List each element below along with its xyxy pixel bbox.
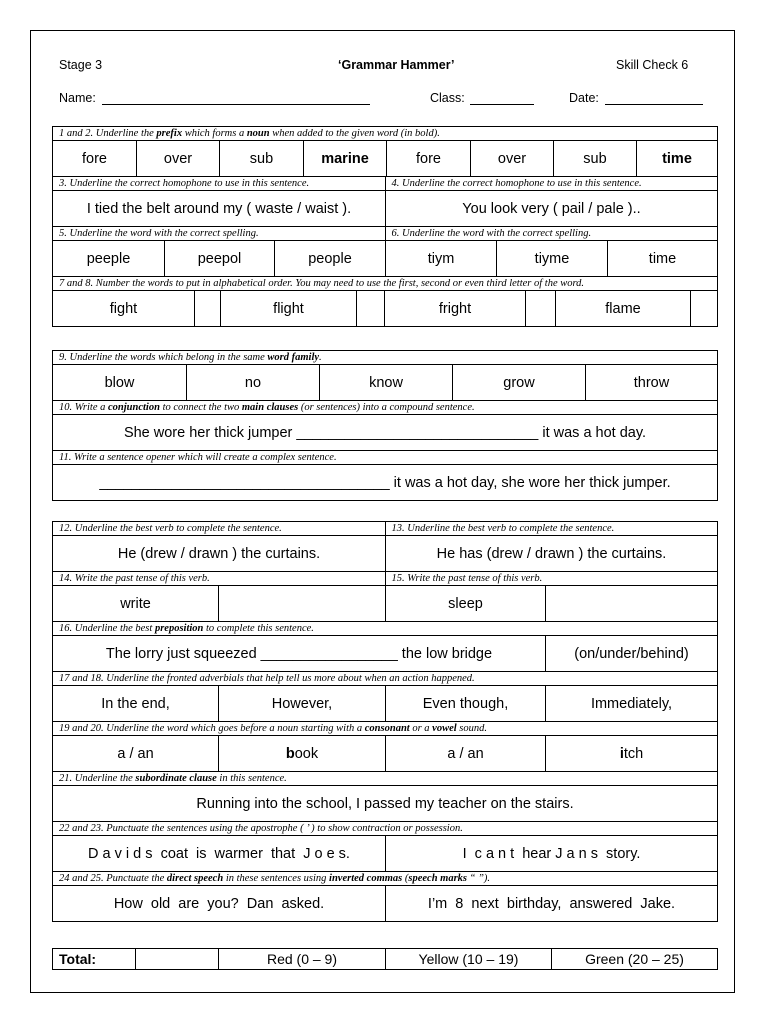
instruction-row	[53, 622, 717, 636]
q11-answer-row	[53, 465, 717, 500]
adverbial-cell[interactable]: Immediately,	[545, 686, 717, 721]
section-3	[52, 521, 718, 922]
q17-answer-row	[53, 686, 717, 722]
q15-instruction: 15. Write the past tense of this verb.	[385, 572, 718, 585]
q1-instruction: 1 and 2. Underline the prefix which forms a noun when added to the given word (in bold).	[59, 128, 440, 139]
instruction-row	[53, 872, 717, 886]
name-field[interactable]	[59, 91, 370, 105]
article-choice[interactable]: a / an	[385, 736, 545, 771]
q12-q13-answer-row	[53, 536, 717, 572]
word-cell[interactable]: no	[186, 365, 319, 400]
word-cell[interactable]: people	[274, 241, 385, 276]
word-cell[interactable]: tiyme	[496, 241, 607, 276]
q24-instruction: 24 and 25. Punctuate the direct speech in these sentences using inverted commas (speech marks “ ”).	[59, 873, 491, 884]
instruction-row	[53, 277, 717, 291]
noun-cell: b ook	[218, 736, 385, 771]
band-yellow: Yellow (10 – 19)	[385, 949, 551, 969]
q13-sentence[interactable]: He has (drew / drawn ) the curtains.	[385, 536, 717, 571]
word-cell[interactable]: time	[607, 241, 717, 276]
q17-instruction: 17 and 18. Underline the fronted adverbials that help tell us more about when an action happened.	[59, 673, 475, 684]
word-cell[interactable]: fore	[82, 150, 107, 167]
q21-sentence[interactable]: Running into the school, I passed my teacher on the stairs.	[196, 795, 574, 812]
instruction-row	[53, 127, 717, 141]
q13-instruction: 13. Underline the best verb to complete the sentence.	[385, 522, 718, 535]
q22-instruction: 22 and 23. Punctuate the sentences using the apostrophe ( ’ ) to show contraction or possession.	[59, 823, 463, 834]
number-box[interactable]	[194, 291, 220, 326]
q12-sentence[interactable]: He (drew / drawn ) the curtains.	[117, 545, 321, 562]
q5-instruction: 5. Underline the word with the correct spelling.	[59, 228, 259, 239]
q16-answer-row	[53, 636, 717, 672]
q21-instruction: 21. Underline the subordinate clause in this sentence.	[59, 773, 287, 784]
name-line[interactable]	[102, 92, 370, 105]
word-cell[interactable]: sub	[219, 141, 303, 176]
q24-answer-row	[53, 886, 717, 921]
verb-cell: write	[120, 595, 151, 612]
class-line[interactable]	[470, 92, 534, 105]
q10-sentence[interactable]: She wore her thick jumper ______________________________ it was a hot day.	[123, 424, 647, 441]
q22-sentence[interactable]: D a v i d s coat is warmer that J o e s.	[88, 845, 350, 862]
number-box[interactable]	[356, 291, 384, 326]
adverbial-cell[interactable]: In the end,	[101, 695, 170, 712]
q11-instruction: 11. Write a sentence opener which will create a complex sentence.	[59, 452, 337, 463]
instruction-row	[53, 572, 717, 586]
word-cell: fright	[384, 291, 525, 326]
bold-word-cell: marine	[303, 141, 386, 176]
word-cell[interactable]: tiym	[385, 241, 496, 276]
instruction-row	[53, 351, 717, 365]
noun-cell: i tch	[545, 736, 717, 771]
number-box[interactable]	[690, 291, 717, 326]
date-field[interactable]	[569, 91, 703, 105]
total-row	[52, 948, 718, 970]
adverbial-cell[interactable]: Even though,	[385, 686, 545, 721]
word-cell[interactable]: throw	[585, 365, 717, 400]
instruction-row	[53, 822, 717, 836]
q3-q4-answer-row	[53, 191, 717, 227]
q9-answer-row	[53, 365, 717, 401]
q16-instruction: 16. Underline the best preposition to complete this sentence.	[59, 623, 314, 634]
q10-answer-row	[53, 415, 717, 451]
word-cell[interactable]: grow	[452, 365, 585, 400]
word-cell[interactable]: blow	[104, 374, 135, 391]
instruction-row	[53, 177, 717, 191]
q11-sentence[interactable]: ____________________________________ it was a hot day, she wore her thick jumper.	[99, 474, 671, 491]
word-cell[interactable]: sub	[553, 141, 636, 176]
word-cell[interactable]: peepol	[164, 241, 274, 276]
word-cell[interactable]: peeple	[86, 250, 131, 267]
q7-answer-row	[53, 291, 717, 326]
word-cell: fight	[109, 300, 138, 317]
date-line[interactable]	[605, 92, 703, 105]
q1-answer-row	[53, 141, 717, 177]
band-red: Red (0 – 9)	[218, 949, 385, 969]
q5-q6-answer-row	[53, 241, 717, 277]
q7-instruction: 7 and 8. Number the words to put in alphabetical order. You may need to use the first, second or even third letter of the word.	[59, 278, 585, 289]
instruction-row	[53, 722, 717, 736]
word-cell[interactable]: know	[319, 365, 452, 400]
instruction-row	[53, 401, 717, 415]
total-label: Total:	[59, 951, 97, 967]
q24-sentence[interactable]: How old are you? Dan asked.	[113, 895, 325, 912]
verb-cell: sleep	[385, 586, 545, 621]
q25-sentence[interactable]: I’m 8 next birthday, answered Jake.	[385, 886, 717, 921]
instruction-row	[53, 451, 717, 465]
instruction-row	[53, 227, 717, 241]
article-choice[interactable]: a / an	[117, 745, 154, 762]
class-label: Class:	[430, 91, 465, 105]
total-score-box[interactable]	[135, 949, 218, 969]
q3-sentence[interactable]: I tied the belt around my ( waste / waist ).	[86, 200, 352, 217]
q4-sentence[interactable]: You look very ( pail / pale )..	[385, 191, 717, 226]
instruction-row	[53, 522, 717, 536]
instruction-row	[53, 772, 717, 786]
instruction-row	[53, 672, 717, 686]
q16-options: (on/under/behind)	[545, 636, 717, 671]
worksheet-title: ‘Grammar Hammer’	[338, 58, 455, 72]
skill-check-label: Skill Check 6	[616, 58, 689, 72]
q19-answer-row	[53, 736, 717, 772]
q6-instruction: 6. Underline the word with the correct spelling.	[385, 227, 718, 240]
q10-instruction: 10. Write a conjunction to connect the two main clauses (or sentences) into a compound sentence.	[59, 402, 475, 413]
section-2	[52, 350, 718, 501]
q14-instruction: 14. Write the past tense of this verb.	[59, 573, 210, 584]
q12-instruction: 12. Underline the best verb to complete the sentence.	[59, 523, 282, 534]
number-box[interactable]	[525, 291, 555, 326]
date-label: Date:	[569, 91, 599, 105]
word-cell[interactable]: over	[136, 141, 219, 176]
bold-word-cell: time	[636, 141, 717, 176]
word-cell[interactable]: fore	[386, 141, 470, 176]
q14-q15-answer-row	[53, 586, 717, 622]
q22-answer-row	[53, 836, 717, 872]
band-green: Green (20 – 25)	[551, 949, 717, 969]
q23-sentence[interactable]: I c a n t hear J a n s story.	[385, 836, 717, 871]
stage-label: Stage 3	[59, 58, 103, 72]
q21-answer-row	[53, 786, 717, 822]
adverbial-cell[interactable]: However,	[218, 686, 385, 721]
q16-sentence[interactable]: The lorry just squeezed _________________ the low bridge	[105, 645, 493, 662]
word-cell: flight	[220, 291, 356, 326]
answer-box[interactable]	[218, 586, 385, 621]
q19-instruction: 19 and 20. Underline the word which goes before a noun starting with a consonant or a vowel sound.	[59, 723, 488, 734]
q4-instruction: 4. Underline the correct homophone to use in this sentence.	[385, 177, 718, 190]
class-field[interactable]	[430, 91, 534, 105]
section-1	[52, 126, 718, 327]
word-cell[interactable]: over	[470, 141, 553, 176]
q9-instruction: 9. Underline the words which belong in the same word family.	[59, 352, 322, 363]
word-cell: flame	[555, 291, 690, 326]
answer-box[interactable]	[545, 586, 717, 621]
name-label: Name:	[59, 91, 96, 105]
q3-instruction: 3. Underline the correct homophone to use in this sentence.	[59, 178, 310, 189]
